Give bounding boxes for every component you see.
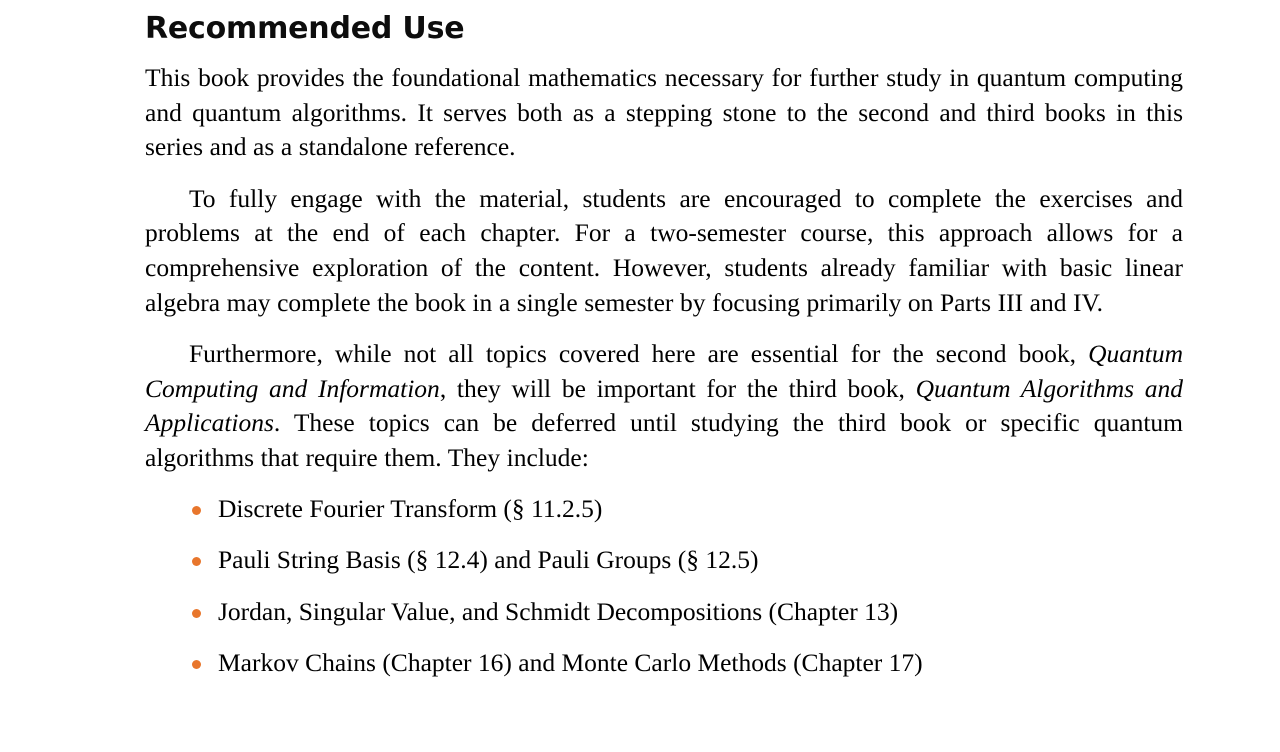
book-title-second: Quantum Computing and Information	[145, 339, 1184, 403]
paragraph-lead-text: Furthermore, while not all topics covered here are essential for the second book,	[189, 339, 1076, 369]
list-item	[145, 646, 1183, 681]
list-item-label: Discrete Fourier Transform (§ 11.2.5)	[218, 493, 603, 523]
paragraph-engagement: To fully engage with the material, students are encouraged to complete the exercises and problems at the end of each chapter. For a two-semester course, this approach allows for a comprehensive exploration of the content. However, students already familiar with basic linear algebra may complete the book in a single semester by focusing primarily on Parts III and IV.	[145, 183, 1183, 317]
list-item-label: Markov Chains (Chapter 16) and Monte Carlo Methods (Chapter 17)	[218, 648, 923, 678]
list-item-label: Pauli String Basis (§ 12.4) and Pauli Groups (§ 12.5)	[218, 545, 759, 575]
paragraph-middle-text: , they will be important for the third book,	[439, 373, 905, 403]
topics-list	[145, 492, 1183, 681]
list-item-label: Jordan, Singular Value, and Schmidt Decompositions (Chapter 13)	[218, 596, 899, 626]
bullet-dot-icon	[192, 557, 201, 566]
bullet-dot-icon	[192, 660, 201, 669]
paragraph-deferred-topics	[145, 337, 1183, 475]
list-item	[145, 543, 1183, 578]
paragraph-intro: This book provides the foundational mathematics necessary for further study in quantum computing and quantum algorithms. It serves both as a stepping stone to the second and third books in this series and as a standalone reference.	[145, 63, 1183, 162]
bullet-dot-icon	[192, 506, 201, 515]
bullet-dot-icon	[192, 609, 201, 618]
paragraph-tail-text: . These topics can be deferred until studying the third book or specific quantum algorithms that require them. They include:	[145, 408, 1183, 472]
list-item	[145, 595, 1183, 630]
text-column	[145, 0, 1183, 681]
book-title-third: Quantum Algorithms and Applications	[145, 373, 1184, 438]
page-title: Recommended Use	[145, 11, 465, 46]
list-item	[145, 492, 1183, 527]
